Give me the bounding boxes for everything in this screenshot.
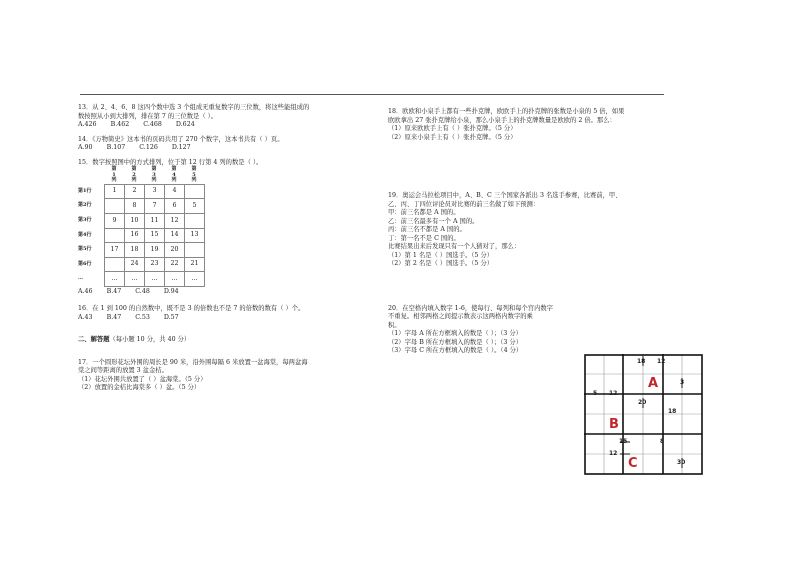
question-16 bbox=[78, 305, 378, 322]
grid-cell bbox=[185, 243, 205, 258]
letter-c: C bbox=[628, 456, 638, 471]
q17-sub1: （1）花坛外围共放置了（ ）盆海棠。（5 分） bbox=[78, 375, 207, 383]
q15-option-d[interactable]: D.94 bbox=[163, 287, 179, 295]
column-header-3: 第 3 列 bbox=[151, 166, 157, 184]
grid-cell: 7 bbox=[145, 199, 165, 214]
q15-options bbox=[78, 288, 378, 297]
q13-line2: 数按照从小到大排列，排在第 7 的三位数是（ ）。 bbox=[78, 112, 218, 120]
q19-prediction-3: 丙：前三名不都是 A 国的。 bbox=[388, 226, 466, 233]
table-row bbox=[105, 257, 205, 272]
q14-option-a[interactable]: A.90 bbox=[78, 144, 93, 151]
q13-option-a[interactable]: A.426 bbox=[78, 121, 97, 128]
q20-sub3: （3）字母 C 所在方框填入的数是（ ）。（4 分） bbox=[388, 347, 523, 354]
section-2-note: （每小题 10 分，共 40 分） bbox=[109, 336, 191, 344]
row-label: … bbox=[78, 275, 83, 282]
grid-cell: 9 bbox=[105, 213, 125, 228]
column-header-2: 第 2 列 bbox=[131, 166, 137, 184]
q19-prediction-1: 甲：前三名都是 A 国的。 bbox=[388, 209, 460, 216]
grid-cell bbox=[185, 184, 205, 199]
q18-line2: 欧欧拿出 27 张扑克牌给小泉，那么小泉手上的扑克牌数量是欧欧的 2 倍。那么： bbox=[388, 116, 616, 124]
clue-12: 12 bbox=[657, 358, 666, 365]
grid-cell bbox=[105, 199, 125, 214]
q16-line1: 16．在 1 到 100 的自然数中，既不是 3 的倍数也不是 7 的倍数的数有（ ）个。 bbox=[78, 305, 305, 313]
q19-line2: 乙、丙、丁四位评论员对比赛的前三名做了如下预测： bbox=[388, 200, 540, 208]
clue-18: 18 bbox=[668, 408, 677, 415]
grid-cell: 21 bbox=[185, 257, 205, 272]
q13-option-d[interactable]: D.624 bbox=[175, 121, 195, 128]
grid-cell: 3 bbox=[145, 184, 165, 199]
row-label: 第4行 bbox=[78, 231, 92, 238]
grid-cell: 14 bbox=[165, 228, 185, 243]
grid-cell: 11 bbox=[145, 213, 165, 228]
q19-prediction-2: 乙：前三名最多有一个 A 国的。 bbox=[388, 217, 479, 225]
clue-18: 18 bbox=[637, 358, 646, 365]
clue-8: 8 bbox=[660, 438, 665, 445]
letter-a: A bbox=[648, 376, 659, 391]
q13-line1: 13．从 2、4、6、8 这四个数中选 3 个组成无重复数字的三位数，将这些能组成的 bbox=[78, 104, 310, 111]
clue-12: 12 bbox=[609, 450, 618, 457]
q19-sub1: （1）第 1 名是（ ）国选手。（5 分） bbox=[388, 251, 494, 259]
grid-cell: 17 bbox=[105, 243, 125, 258]
q14-option-d[interactable]: D.127 bbox=[171, 144, 191, 151]
grid-cell: 10 bbox=[125, 213, 145, 228]
table-row bbox=[105, 243, 205, 258]
number-grid bbox=[104, 184, 205, 287]
question-20 bbox=[388, 305, 698, 356]
grid-cell: 23 bbox=[145, 257, 165, 272]
q14-options bbox=[78, 144, 378, 153]
q13-option-b[interactable]: B.462 bbox=[110, 121, 130, 128]
section-2-title: 二、解答题 bbox=[78, 336, 110, 344]
q15-line1: 15．数字按照图中的方式排列，位于第 12 行第 4 列的数是（ ）。 bbox=[78, 158, 263, 166]
grid-cell: 16 bbox=[125, 228, 145, 243]
grid-cell: 18 bbox=[125, 243, 145, 258]
row-label: 第2行 bbox=[78, 202, 92, 209]
clue-5: 5 bbox=[593, 390, 598, 397]
grid-cell: 8 bbox=[125, 199, 145, 214]
row-label: 第1行 bbox=[78, 187, 92, 194]
question-13 bbox=[78, 104, 378, 130]
row-label: 第3行 bbox=[78, 216, 92, 223]
column-headers bbox=[104, 167, 378, 184]
grid-cell: … bbox=[105, 272, 125, 287]
q17-line1: 17．一个圆形花坛外围的周长是 90 米，沿外围每隔 6 米放置一盆海棠，每两盆海 bbox=[78, 358, 308, 366]
grid-cell: 4 bbox=[165, 184, 185, 199]
header-rule bbox=[80, 94, 664, 95]
q14-line1: 14．《万物简史》这本书的页码共用了 270 个数字，这本书共有（ ）页。 bbox=[78, 135, 284, 143]
column-header-5: 第 5 列 bbox=[191, 166, 197, 184]
grid-cell: 22 bbox=[165, 257, 185, 272]
clue-30: 30 bbox=[677, 459, 686, 466]
letter-b: B bbox=[609, 417, 619, 432]
q19-line1: 19．奥运会马拉松项目中，A、B、C 三个国家各派出 3 名选手参赛，比赛前，甲、 bbox=[388, 192, 622, 199]
right-column bbox=[388, 108, 698, 362]
row-label: 第6行 bbox=[78, 260, 92, 267]
clue-3: 3 bbox=[680, 379, 685, 386]
puzzle-grid-lines bbox=[584, 354, 703, 475]
grid-cell bbox=[105, 257, 125, 272]
grid-cell: 15 bbox=[145, 228, 165, 243]
table-row bbox=[105, 272, 205, 287]
q20-line1: 20．在空格内填入数字 1-6，使每行、每列和每个宫内数字 bbox=[388, 304, 553, 312]
row-label: 第5行 bbox=[78, 246, 92, 253]
grid-cell: … bbox=[165, 272, 185, 287]
column-header-1: 第 1 列 bbox=[111, 166, 117, 184]
q15-option-a[interactable]: A.46 bbox=[78, 287, 93, 295]
q17-line2: 棠之间等距离的放置 3 盆金桔。 bbox=[78, 367, 168, 375]
left-column bbox=[78, 104, 378, 399]
grid-cell: 12 bbox=[165, 213, 185, 228]
grid-cell: 19 bbox=[145, 243, 165, 258]
grid-cell: 2 bbox=[125, 184, 145, 199]
q16-options bbox=[78, 314, 378, 323]
table-row bbox=[105, 213, 205, 228]
q19-prediction-4: 丁：第一名不是 C 国的。 bbox=[388, 234, 460, 242]
question-19 bbox=[388, 192, 698, 269]
q18-sub2: （2）原来小泉手上有（ ）张扑克牌。（5 分） bbox=[388, 133, 517, 141]
q16-option-d[interactable]: D.57 bbox=[163, 313, 179, 321]
q19-line3: 比赛结果出来后发现只有一个人猜对了，那么： bbox=[388, 243, 521, 250]
q14-option-c[interactable]: C.126 bbox=[139, 144, 158, 151]
grid-cell bbox=[105, 228, 125, 243]
grid-cell bbox=[185, 213, 205, 228]
clue-15: 15 bbox=[619, 438, 628, 445]
arrangement-figure bbox=[78, 167, 378, 287]
q20-line2: 不重复。相邻两格之间提示数表示这两格内数字的乘 bbox=[388, 313, 533, 320]
row-labels bbox=[78, 184, 104, 287]
table-row bbox=[105, 228, 205, 243]
clue-20: 20 bbox=[638, 399, 647, 406]
clue-12: 12 bbox=[609, 390, 618, 397]
grid-cell: 5 bbox=[185, 199, 205, 214]
q16-option-a[interactable]: A.43 bbox=[78, 313, 93, 321]
question-14 bbox=[78, 136, 378, 153]
grid-cell: … bbox=[125, 272, 145, 287]
table-row bbox=[105, 184, 205, 199]
grid-cell: 6 bbox=[165, 199, 185, 214]
q20-line3: 积。 bbox=[388, 321, 401, 329]
sudoku-puzzle bbox=[584, 354, 703, 475]
grid-cell: 13 bbox=[185, 228, 205, 243]
q16-option-b[interactable]: B.47 bbox=[106, 313, 122, 321]
q18-sub1: （1）原来欧欧手上有（ ）张扑克牌。（5 分） bbox=[388, 125, 517, 132]
question-18 bbox=[388, 108, 698, 142]
grid-cell: 24 bbox=[125, 257, 145, 272]
table-row bbox=[105, 199, 205, 214]
q16-option-c[interactable]: C.53 bbox=[135, 313, 150, 321]
q18-line1: 18．欧欧和小泉手上都有一些扑克牌，欧欧手上的扑克牌的张数是小泉的 5 倍，如果 bbox=[388, 108, 625, 115]
question-15 bbox=[78, 159, 378, 297]
q15-option-c[interactable]: C.48 bbox=[135, 287, 150, 295]
q20-sub1: （1）字母 A 所在方框填入的数是（ ）；（3 分） bbox=[388, 330, 522, 337]
q15-option-b[interactable]: B.47 bbox=[106, 287, 122, 295]
q13-option-c[interactable]: C.468 bbox=[143, 121, 162, 128]
q19-sub2: （2）第 2 名是（ ）国选手。（5 分） bbox=[388, 260, 494, 267]
grid-cell: … bbox=[145, 272, 165, 287]
q14-option-b[interactable]: B.107 bbox=[106, 144, 126, 151]
grid-cell: 1 bbox=[105, 184, 125, 199]
column-header-4: 第 4 列 bbox=[171, 166, 177, 184]
q20-sub2: （2）字母 B 所在方框填入的数是（ ）；（3 分） bbox=[388, 338, 522, 346]
q17-sub2: （2）放置的金桔比海棠多（ ）盆。（5 分） bbox=[78, 384, 201, 392]
section-2-heading bbox=[78, 336, 378, 345]
grid-cell: … bbox=[185, 272, 205, 287]
q13-options bbox=[78, 121, 378, 130]
question-17 bbox=[78, 359, 378, 393]
grid-cell: 20 bbox=[165, 243, 185, 258]
